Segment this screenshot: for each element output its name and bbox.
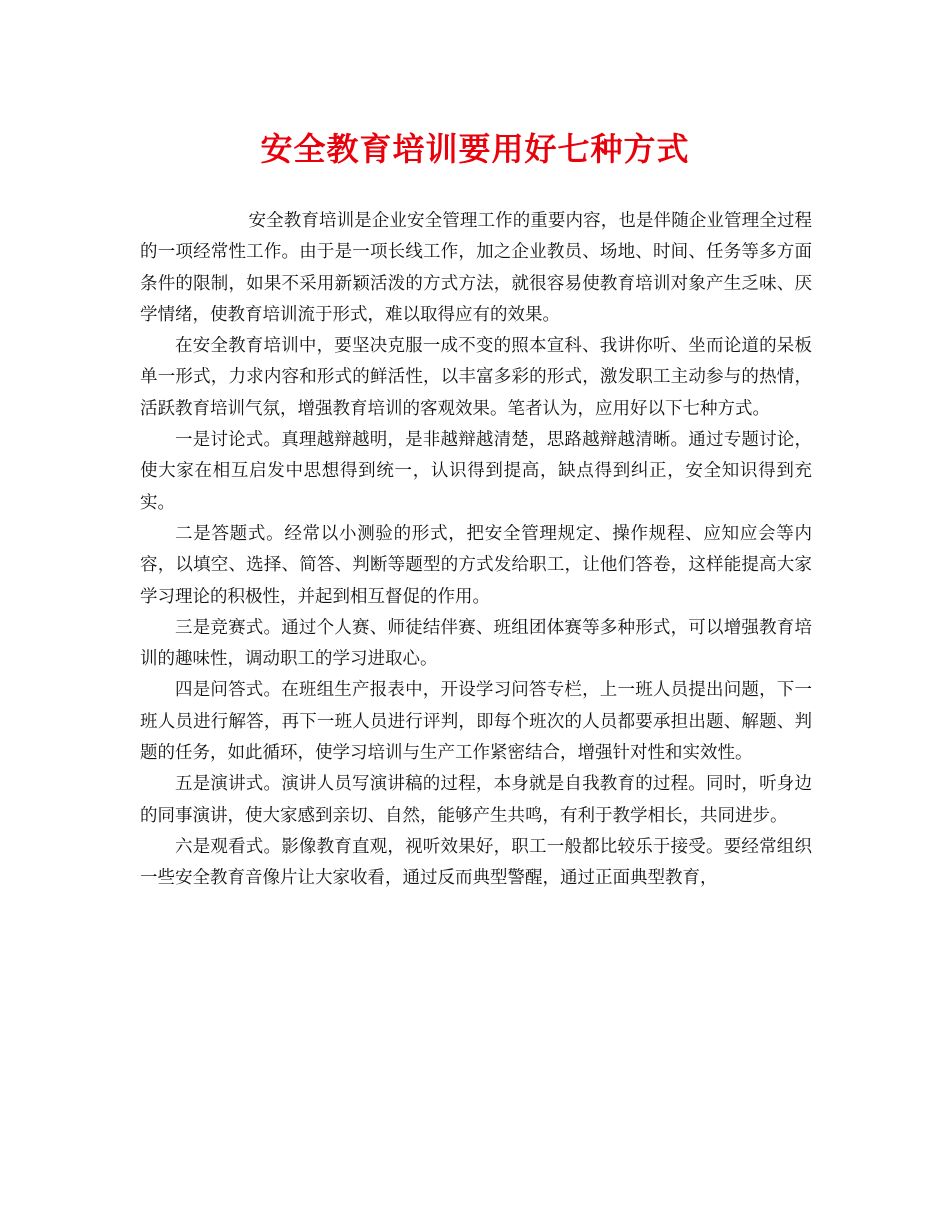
paragraph-viewing-method: 六是观看式。影像教育直观，视听效果好，职工一般都比较乐于接受。要经常组织一些安全教育音像片让大家收看，通过反而典型警醒，通过正面典型教育， — [140, 836, 812, 889]
paragraph-discussion-method: 一是讨论式。真理越辩越明，是非越辩越清楚，思路越辩越清晰。通过专题讨论，使大家在相互启发中思想得到统一，认识得到提高，缺点得到纠正，安全知识得到充实。 — [140, 430, 812, 513]
paragraph-speech-method: 五是演讲式。演讲人员写演讲稿的过程，本身就是自我教育的过程。同时，听身边的同事演讲，使大家感到亲切、自然，能够产生共鸣，有利于教学相长，共同进步。 — [140, 774, 812, 826]
document-title: 安全教育培训要用好七种方式 — [260, 130, 690, 168]
paragraph-overview: 在安全教育培训中，要坚决克服一成不变的照本宣科、我讲你听、坐而论道的呆板单一形式，力求内容和形式的鲜活性，以丰富多彩的形式，激发职工主动参与的热情，活跃教育培训气氛，增强教育培训的客观效果。笔者认为，应用好以下七种方式。 — [140, 336, 812, 419]
paragraph-quiz-method: 二是答题式。经常以小测验的形式，把安全管理规定、操作规程、应知应会等内容，以填空、选择、简答、判断等题型的方式发给职工，让他们答卷，这样能提高大家学习理论的积极性，并起到相互督促的作用。 — [140, 523, 812, 607]
document-body — [140, 206, 812, 895]
paragraph-qa-method: 四是问答式。在班组生产报表中，开设学习问答专栏，上一班人员提出问题，下一班人员进行解答，再下一班人员进行评判，即每个班次的人员都要承担出题、解题、判题的任务，如此循环，使学习培训与生产工作紧密结合，增强针对性和实效性。 — [140, 680, 812, 764]
paragraph-competition-method: 三是竞赛式。通过个人赛、师徒结伴赛、班组团体赛等多种形式，可以增强教育培训的趣味性，调动职工的学习进取心。 — [140, 617, 812, 670]
paragraph-intro: 安全教育培训是企业安全管理工作的重要内容，也是伴随企业管理全过程的一项经常性工作。由于是一项长线工作，加之企业教员、场地、时间、任务等多方面条件的限制，如果不采用新颖活泼的方式方法，就很容易使教育培训对象产生乏味、厌学情绪，使教育培训流于形式，难以取得应有的效果。 — [140, 211, 812, 325]
